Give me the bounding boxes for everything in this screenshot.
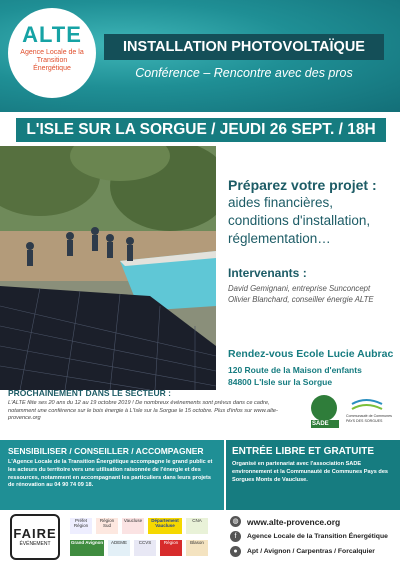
prepare-line: conditions d'installation, (228, 213, 371, 228)
locations-row (230, 544, 398, 559)
free-entry-text: Organisé en partenariat avec l'association SADE environnement et la Communauté de Communes Pays des Sorgues Monts de Vaucluse. (232, 461, 389, 483)
speaker-line: Olivier Blanchard, conseiller énergie ALTE (228, 295, 374, 304)
upcoming-title: PROCHAINEMENT DANS LE SECTEUR : (8, 388, 171, 398)
prepare-title: Préparez votre projet : (228, 177, 377, 193)
website-row[interactable] (230, 514, 398, 529)
sade-logo-icon (306, 390, 396, 434)
upcoming-text: L'ALTE fête ses 20 ans du 12 au 19 octobre 2019 ! De nombreux événements sont prévus dans ce cadre, notamment une conférence sur le bois énergie à L'Isle sur la Sorgue le 15 octobre. Plus d'infos sur www.alte-provence.org (8, 400, 278, 421)
contacts (230, 514, 398, 559)
faire-logo (10, 514, 60, 560)
sponsor-logo: Région Sud (96, 518, 118, 534)
logo-subtitle: Agence Locale de la Transition Énergétique (20, 49, 84, 72)
venue-section (228, 348, 398, 388)
ccps-label: Communauté de Communes PAYS DES SORGUES (346, 414, 392, 423)
prepare-line: réglementation… (228, 231, 331, 246)
venue-city: 84800 L'Isle sur la Sorgue (228, 377, 333, 387)
speakers-section (228, 266, 396, 305)
sponsor-logo: Préfet Région (70, 518, 92, 534)
facebook-icon: f (230, 531, 241, 542)
sponsor-logos (66, 514, 216, 560)
free-entry-title: ENTRÉE LIBRE ET GRATUITE (232, 446, 375, 457)
venue-address: 120 Route de la Maison d'enfants (228, 365, 362, 375)
facebook-link[interactable]: Agence Locale de la Transition Énergétique (247, 533, 388, 540)
sponsor-logo: Grand Avignon (70, 540, 104, 556)
event-title: INSTALLATION PHOTOVOLTAÏQUE (104, 34, 384, 60)
mission-text: L'Agence Locale de la Transition Énergétique accompagne le grand public et les acteurs du territoire vers une utilisation raisonnée de l'énergie et des ressources, notamment en accompagnant les particuliers dans leurs projets de rénovation au 04 90 74 09 18. (8, 459, 213, 489)
location-pin-icon: ● (230, 546, 241, 557)
sade-label: SADE (312, 421, 329, 427)
faire-sub: ÉVÉNEMENT (19, 541, 51, 547)
partner-logos (306, 390, 396, 434)
date-location-bar: L'ISLE SUR LA SORGUE / JEUDI 26 SEPT. / 18H (16, 118, 386, 142)
solar-panels-photo (0, 146, 216, 390)
locations-text: Apt / Avignon / Carpentras / Forcalquier (247, 548, 375, 555)
prepare-line: aides financières, (228, 195, 334, 210)
speakers-title: Intervenants : (228, 266, 307, 280)
speaker-line: David Gemignani, entreprise Sunconcept (228, 284, 371, 293)
venue-title: Rendez-vous Ecole Lucie Aubrac (228, 348, 394, 360)
alte-logo (8, 8, 96, 98)
header-banner (0, 0, 400, 112)
sponsor-logo: Vaucluse (122, 518, 144, 534)
sponsor-logo: ADEME (108, 540, 130, 556)
upcoming-section (8, 388, 298, 423)
sponsor-logo: Département Vaucluse (148, 518, 182, 534)
mission-band (0, 440, 224, 510)
sponsor-logo: Région (160, 540, 182, 556)
prepare-section (228, 176, 396, 248)
logo-name: ALTE (22, 22, 82, 47)
free-entry-band (226, 440, 400, 510)
mission-title: SENSIBILISER / CONSEILLER / ACCOMPAGNER (8, 446, 204, 456)
sponsor-logo: CCVS (134, 540, 156, 556)
sponsor-logo: CNA (186, 518, 208, 534)
facebook-row[interactable] (230, 529, 398, 544)
website-link[interactable]: www.alte-provence.org (247, 516, 341, 527)
faire-name: FAIRE (13, 526, 57, 541)
globe-icon: ◍ (230, 516, 241, 527)
sponsor-logo: Blason (186, 540, 208, 556)
event-subtitle: Conférence – Rencontre avec des pros (135, 66, 353, 80)
event-photo (0, 146, 216, 390)
